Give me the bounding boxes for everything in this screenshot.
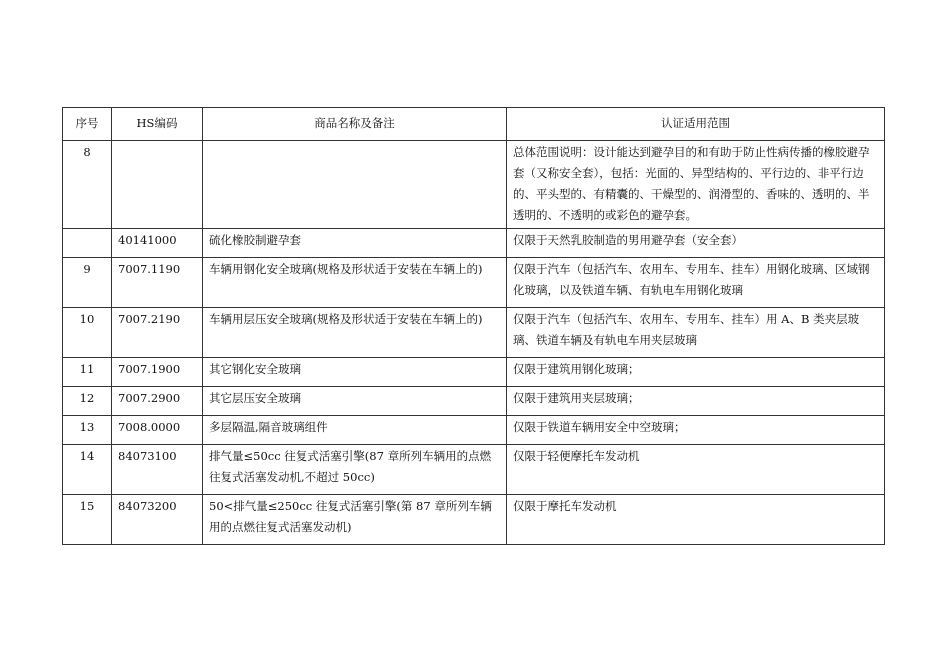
row-seq: 10 [63,308,112,358]
row-hs-code: 7007.2900 [112,387,203,416]
header-seq: 序号 [63,108,112,141]
row-scope: 仅限于天然乳胶制造的男用避孕套（安全套） [507,229,885,258]
row-name: 50<排气量≤250cc 往复式活塞引擎(第 87 章所列车辆用的点燃往复式活塞发动机) [203,495,507,545]
table-row [63,258,885,308]
table-row [63,445,885,495]
row-scope: 仅限于铁道车辆用安全中空玻璃； [507,416,885,445]
row-name: 多层隔温,隔音玻璃组件 [203,416,507,445]
row-seq: 8 [63,141,112,229]
row-scope: 仅限于汽车（包括汽车、农用车、专用车、挂车）用 A、B 类夹层玻璃、铁道车辆及有轨电车用夹层玻璃 [507,308,885,358]
row-seq: 14 [63,445,112,495]
row-hs-code [112,141,203,229]
row-name: 其它层压安全玻璃 [203,387,507,416]
row-hs-code: 84073200 [112,495,203,545]
row-scope: 仅限于建筑用钢化玻璃； [507,358,885,387]
row-scope: 总体范围说明：设计能达到避孕目的和有助于防止性病传播的橡胶避孕套（又称安全套），包括：光面的、异型结构的、平行边的、非平行边的、平头型的、有精囊的、干燥型的、润滑型的、香味的、透明的、半透明的、不透明的或彩色的避孕套。 [507,141,885,229]
table-row [63,141,885,229]
row-hs-code: 7007.1190 [112,258,203,308]
header-scope: 认证适用范围 [507,108,885,141]
row-hs-code: 40141000 [112,229,203,258]
row-name: 排气量≤50cc 往复式活塞引擎(87 章所列车辆用的点燃往复式活塞发动机,不超过 50cc) [203,445,507,495]
row-seq: 11 [63,358,112,387]
row-scope: 仅限于汽车（包括汽车、农用车、专用车、挂车）用钢化玻璃、区域钢化玻璃，以及铁道车辆、有轨电车用钢化玻璃 [507,258,885,308]
table-row [63,358,885,387]
row-hs-code: 7007.1900 [112,358,203,387]
table-row [63,308,885,358]
row-seq: 13 [63,416,112,445]
row-seq: 12 [63,387,112,416]
header-name: 商品名称及备注 [203,108,507,141]
header-hs-code: HS编码 [112,108,203,141]
table-row [63,495,885,545]
row-name: 硫化橡胶制避孕套 [203,229,507,258]
table-row [63,416,885,445]
row-scope: 仅限于建筑用夹层玻璃； [507,387,885,416]
row-seq: 9 [63,258,112,308]
row-hs-code: 7007.2190 [112,308,203,358]
row-name [203,141,507,229]
row-seq: 15 [63,495,112,545]
row-name: 车辆用钢化安全玻璃(规格及形状适于安装在车辆上的) [203,258,507,308]
table-row [63,229,885,258]
row-scope: 仅限于摩托车发动机 [507,495,885,545]
table-row [63,387,885,416]
row-name: 其它钢化安全玻璃 [203,358,507,387]
row-name: 车辆用层压安全玻璃(规格及形状适于安装在车辆上的) [203,308,507,358]
table-header-row [63,108,885,141]
row-seq [63,229,112,258]
row-scope: 仅限于轻便摩托车发动机 [507,445,885,495]
certification-table [62,107,885,545]
row-hs-code: 7008.0000 [112,416,203,445]
row-hs-code: 84073100 [112,445,203,495]
